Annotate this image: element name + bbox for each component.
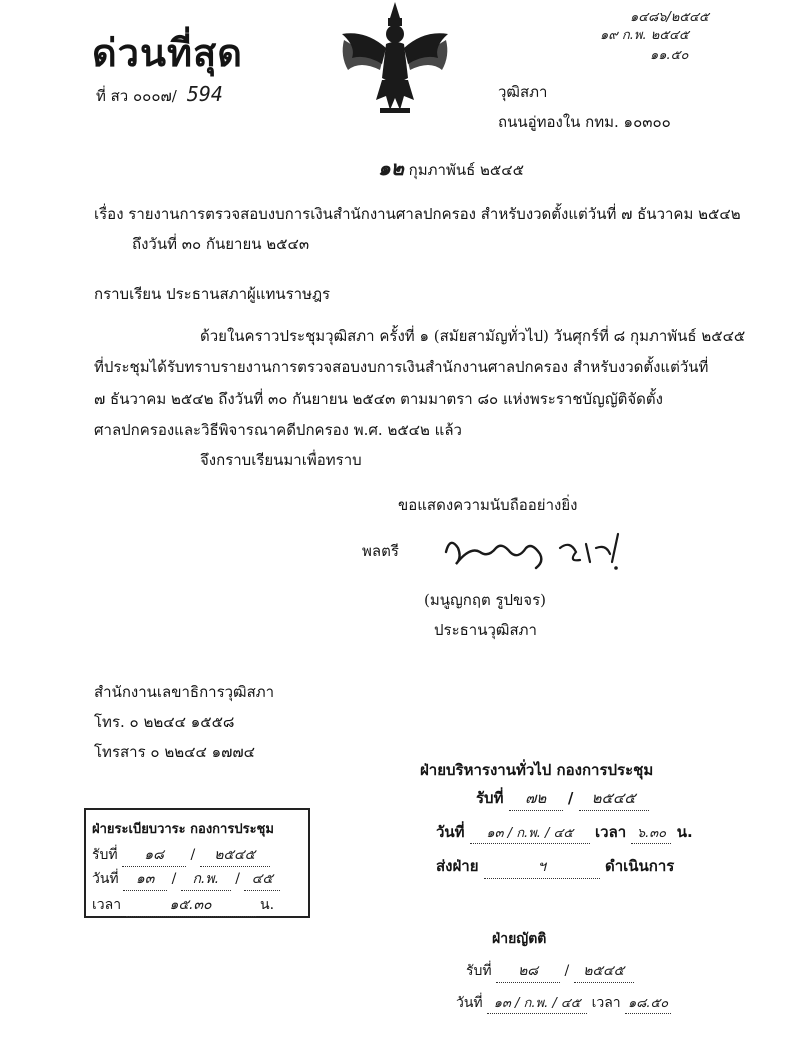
sender-address: ถนนอู่ทองใน กทม. ๑๐๓๐๐ [498, 113, 671, 131]
motion-time-value: ๑๘.๕๐ [625, 992, 671, 1014]
footer-office: สำนักงานเลขาธิการวุฒิสภา [94, 683, 275, 701]
motion-stamp-title: ฝ่ายญัตติ [492, 931, 547, 947]
motion-recv-label: รับที่ [466, 963, 492, 979]
date-day: ๑๒ [378, 156, 404, 180]
receiving-time-label: เวลา [595, 823, 627, 841]
motion-time-label: เวลา [591, 995, 621, 1011]
document-number [96, 84, 223, 106]
handwritten-signature-icon [440, 522, 630, 578]
registry-stamp [84, 808, 310, 918]
sender-org: วุฒิสภา [498, 83, 548, 101]
receiving-time-value: ๖.๓๐ [631, 822, 671, 844]
receiving-date-row [436, 820, 693, 844]
registry-date-label: วันที่ [92, 871, 119, 887]
registry-time-unit: น. [260, 897, 275, 913]
motion-recv-no: ๒๘ [496, 960, 560, 983]
signatory-position: ประธานวุฒิสภา [434, 621, 537, 639]
urgency-heading: ด่วนที่สุด [92, 31, 243, 75]
signatory-rank: พลตรี [362, 542, 399, 560]
motion-date-label: วันที่ [456, 995, 483, 1011]
footer-phone: โทร. ๐ ๒๒๔๔ ๑๕๕๘ [94, 713, 235, 731]
registry-date-row: วันที่ ๑๓ / ก.พ. / ๔๕ [92, 868, 280, 891]
receiving-forward-label: ส่งฝ่าย [436, 857, 479, 875]
receiving-recv-no: ๗๒ [509, 786, 563, 811]
salutation: กราบเรียน ประธานสภาผู้แทนราษฎร [94, 285, 331, 303]
footer-fax: โทรสาร ๐ ๒๒๔๔ ๑๗๗๔ [94, 743, 256, 761]
registry-time-value: ๑๕.๓๐ [126, 894, 256, 917]
receiving-recv-label: รับที่ [476, 789, 504, 807]
motion-desk-stamp [456, 926, 716, 1044]
motion-recv-row: รับที่ ๒๘ / ๒๕๔๕ [466, 960, 634, 983]
registry-recv-year: ๒๕๔๕ [200, 844, 270, 867]
motion-recv-year: ๒๕๔๕ [574, 960, 634, 983]
receiving-date-value: ๑๓ / ก.พ. / ๔๕ [470, 822, 590, 844]
signatory-name: (มนูญกฤต รูปขจร) [424, 591, 546, 609]
corner-stamp-time: ๑๑.๕๐ [650, 48, 689, 63]
receiving-recv-row: รับที่ ๗๒ / ๒๕๔๕ [476, 786, 649, 811]
body-line-2: ที่ประชุมได้รับทราบรายงานการตรวจสอบงบการเงินสำนักงานศาลปกครอง สำหรับงวดตั้งแต่วันที่ [94, 358, 709, 376]
letter-date [378, 158, 524, 180]
body-line-4: ศาลปกครองและวิธีพิจารณาคดีปกครอง พ.ศ. ๒๕๔๒ แล้ว [94, 421, 462, 439]
registry-recv-row: รับที่ ๑๘ / ๒๕๔๕ [92, 844, 270, 867]
registry-stamp-title: ฝ่ายระเบียบวาระ กองการประชุม [92, 822, 274, 837]
receiving-forward-row [436, 854, 674, 879]
registry-time-row [92, 894, 274, 917]
garuda-emblem-icon [336, 0, 454, 118]
motion-date-value: ๑๓ / ก.พ. / ๔๕ [487, 992, 587, 1014]
corner-stamp-number: ๑๔๘๖/๒๕๔๕ [630, 10, 709, 25]
body-line-5: จึงกราบเรียนมาเพื่อทราบ [200, 451, 362, 469]
registry-recv-no: ๑๘ [122, 844, 186, 867]
registry-date-month: ก.พ. [181, 868, 231, 891]
registry-date-day: ๑๓ [123, 868, 167, 891]
registry-date-year: ๔๕ [244, 868, 280, 891]
closing: ขอแสดงความนับถืออย่างยิ่ง [398, 496, 578, 514]
receiving-recv-year: ๒๕๔๕ [579, 786, 649, 811]
body-line-3: ๗ ธันวาคม ๒๕๔๒ ถึงวันที่ ๓๐ กันยายน ๒๕๔๓ ตามมาตรา ๘๐ แห่งพระราชบัญญัติจัดตั้ง [94, 390, 663, 408]
motion-date-row [456, 992, 671, 1014]
corner-receipt-stamp [540, 0, 800, 72]
receiving-forward-value: ฯ [484, 854, 600, 879]
receiving-action-label: ดำเนินการ [604, 857, 675, 875]
receiving-time-unit: น. [676, 823, 693, 841]
registry-recv-label: รับที่ [92, 847, 118, 863]
receiving-stamp [420, 756, 720, 888]
registry-time-label: เวลา [92, 897, 122, 913]
doc-number-handwritten: 594 [186, 82, 223, 106]
receiving-stamp-title: ฝ่ายบริหารงานทั่วไป กองการประชุม [420, 761, 654, 779]
subject-line-1: เรื่อง รายงานการตรวจสอบงบการเงินสำนักงานศาลปกครอง สำหรับงวดตั้งแต่วันที่ ๗ ธันวาคม ๒๕๔๒ [94, 205, 741, 223]
subject-line-2: ถึงวันที่ ๓๐ กันยายน ๒๕๔๓ [132, 235, 310, 253]
corner-stamp-date: ๑๙ ก.พ. ๒๕๔๕ [600, 28, 689, 43]
body-line-1: ด้วยในคราวประชุมวุฒิสภา ครั้งที่ ๑ (สมัยสามัญทั่วไป) วันศุกร์ที่ ๘ กุมภาพันธ์ ๒๕๔๕ [200, 327, 746, 345]
doc-number-prefix: ที่ สว ๐๐๐๗/ [96, 87, 177, 105]
receiving-date-label: วันที่ [436, 823, 465, 841]
date-month-year: กุมภาพันธ์ ๒๕๔๕ [408, 161, 524, 179]
